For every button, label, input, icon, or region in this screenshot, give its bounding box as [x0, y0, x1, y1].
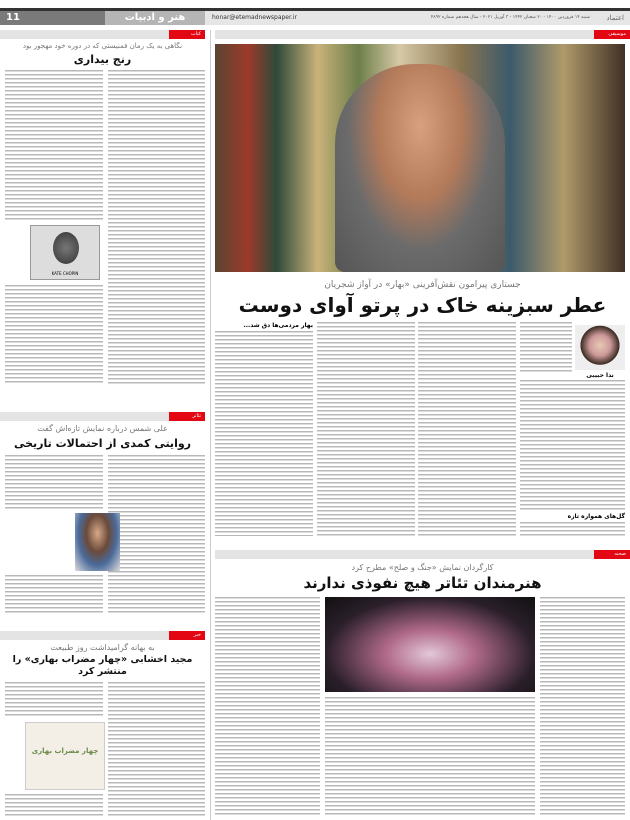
music-text — [215, 331, 313, 536]
scene-tag: صحنه — [594, 550, 630, 559]
album-cover-title: چهار مضراب بهاری — [31, 747, 99, 755]
section-title: هنر و ادبیات — [105, 11, 205, 25]
music-text — [520, 522, 625, 536]
theater-section-bar — [0, 412, 205, 421]
author-photo — [575, 325, 625, 370]
book-section-bar — [0, 30, 205, 39]
date-line: شنبه ۱۴ فروردین ۱۴۰۰ - ۲۰ شعبان ۱۴۴۲ - ۳ آوریل ۲۰۲۱ - سال هجدهم شماره ۴۸۹۲ — [430, 15, 590, 20]
book-text — [5, 285, 103, 385]
column-divider — [210, 30, 211, 820]
theater-headline: روایتی کمدی از احتمالات تاریخی — [13, 437, 192, 450]
theater-text — [5, 575, 103, 615]
music-section-bar — [215, 30, 630, 39]
book-cover-caption: KATE CHOPIN — [51, 271, 79, 276]
scene-text — [325, 697, 535, 817]
music-text — [520, 380, 625, 510]
scene-headline: هنرمندان تئاتر هیچ نفوذی ندارند — [303, 574, 542, 592]
book-headline: رنج بیداری — [73, 53, 132, 66]
theater-text — [5, 455, 103, 510]
album-cover-image — [25, 722, 105, 790]
music-subtitle: جستاری پیرامون نقش‌آفرینی «بهار» در آواز شجریان — [324, 280, 521, 290]
theater-stage-photo — [325, 597, 535, 692]
news-text — [5, 682, 103, 718]
news-headline: مجید اخشابی «چهار مضراب بهاری» را منتشر کرد — [12, 654, 193, 677]
ali-shams-photo — [75, 513, 120, 571]
shajarian-photo — [215, 44, 625, 272]
book-text — [108, 70, 205, 385]
music-headline: عطر سبزینه خاک در پرتو آوای دوست — [238, 293, 607, 317]
scene-text — [540, 597, 625, 817]
theater-tag: تئاتر — [169, 412, 205, 421]
news-tag: خبر — [169, 631, 205, 640]
scene-section-bar — [215, 550, 630, 559]
music-text — [520, 322, 572, 372]
book-text — [5, 70, 103, 220]
music-text — [418, 322, 516, 536]
page-number: 11 — [0, 11, 105, 25]
portrait — [335, 64, 505, 272]
music-tag: موسیقی — [594, 30, 630, 39]
book-subtitle: نگاهی به یک رمان فمنیستی که در دوره خود مهجور بود — [22, 42, 183, 50]
scene-text — [215, 597, 320, 817]
theater-text — [108, 455, 205, 615]
scene-subtitle: کارگردان نمایش «جنگ و صلح» مطرح کرد — [351, 563, 494, 572]
news-text — [108, 682, 205, 817]
music-subhead-1: بهار مردمی‌ها دق شد... — [243, 322, 313, 329]
news-section-bar — [0, 631, 205, 640]
news-text — [5, 794, 103, 817]
email: honar@etemadnewspaper.ir — [212, 14, 297, 21]
book-tag: کتاب — [169, 30, 205, 39]
music-text — [317, 322, 415, 536]
book-cover-image — [30, 225, 100, 280]
music-subhead-2: گل‌های همواره تازه — [567, 513, 625, 520]
newspaper-logo: اعتماد — [606, 14, 624, 22]
author-name: ندا حبیبی — [586, 372, 614, 379]
news-subtitle: به بهانه گرامیداشت روز طبیعت — [50, 643, 155, 652]
theater-subtitle: علی شمس درباره نمایش تازه‌اش گفت — [37, 424, 168, 433]
